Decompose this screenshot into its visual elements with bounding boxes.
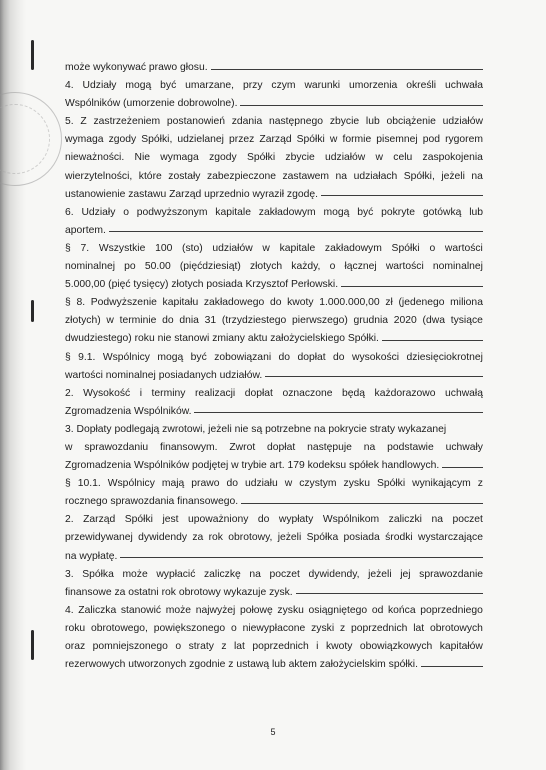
word: zakładowym — [324, 242, 382, 254]
binding-mark — [31, 630, 34, 660]
word: obowiązkowych — [359, 641, 433, 652]
word: zabezpieczone — [206, 170, 276, 182]
word: umorzenia — [349, 80, 398, 92]
word: i — [139, 387, 143, 399]
word: w — [262, 242, 270, 254]
text-line — [65, 131, 483, 149]
word: końca — [387, 604, 416, 616]
dash-filler-line — [296, 593, 483, 594]
line-text: aportem. — [65, 224, 106, 236]
word: Udziały — [81, 206, 116, 218]
word: podwyższonym — [136, 206, 208, 218]
word: 10.1. — [77, 478, 101, 490]
text-line — [65, 113, 483, 131]
text-line — [65, 439, 483, 457]
word: określi — [406, 80, 437, 92]
dash-filler-line — [341, 286, 483, 287]
word: Spółki, — [141, 134, 173, 146]
word: zastawem — [282, 170, 330, 182]
text-line — [65, 168, 483, 186]
dash-filler-line — [265, 376, 483, 377]
word: kapitałów — [439, 641, 483, 652]
word: być — [357, 206, 374, 218]
line-text: dwudziestego) roku nie stanowi zmiany aktu założycielskiego Spółki. — [65, 333, 379, 345]
text-line — [65, 584, 483, 602]
word: 9.1. — [78, 351, 96, 363]
word: Udziały — [82, 80, 117, 92]
word: jej — [400, 568, 411, 580]
word: § — [65, 242, 71, 254]
word: udzielanej — [177, 134, 224, 146]
word: zakładowego — [203, 297, 265, 309]
word: Wysokość — [83, 387, 131, 399]
word: zaliczki — [388, 514, 422, 526]
word: do — [278, 351, 291, 363]
word: o — [429, 242, 436, 254]
word: zobowiązani — [214, 351, 272, 363]
page-number: 5 — [270, 727, 276, 737]
word: czym — [271, 80, 296, 92]
word: zyski — [311, 622, 335, 634]
word: zaspokojenia — [422, 152, 483, 164]
word: Zarząd — [83, 514, 116, 526]
word: oznaczone — [282, 387, 333, 399]
word: 3. — [65, 568, 74, 580]
word: (pięćdziesiąt) — [179, 261, 241, 273]
word: wymaga — [160, 152, 199, 164]
word: 8. — [76, 297, 86, 309]
word: zaliczkę — [203, 568, 241, 580]
word: czystym — [299, 478, 337, 490]
word: osiągniętego — [308, 604, 368, 616]
word: straty — [188, 641, 214, 652]
word: Z — [80, 116, 87, 128]
word: 5. — [65, 116, 74, 128]
word: nieważności. — [65, 152, 125, 164]
word: do — [269, 297, 282, 309]
word: od — [371, 604, 384, 616]
word: następuje — [307, 441, 352, 453]
word: na — [335, 170, 348, 182]
word: Spółka — [82, 568, 114, 580]
word: dopłat — [244, 387, 273, 399]
word: podstawie — [387, 441, 434, 453]
word: poprzedniego — [420, 604, 483, 616]
word: dziesięciokrotnej — [406, 351, 483, 363]
word: kapitału — [162, 297, 199, 309]
word: zgody — [209, 152, 237, 164]
line-text: na wypłatę. — [65, 550, 118, 562]
word: nominalnej — [65, 261, 116, 273]
text-line — [65, 149, 483, 167]
word: udziałach — [353, 170, 398, 182]
word: wypłaty — [278, 514, 314, 526]
word: poczet — [452, 514, 483, 526]
word: pisemnej — [376, 134, 418, 146]
word: udziałów — [212, 242, 253, 254]
word: z — [477, 478, 483, 490]
word: najwyżej — [195, 604, 236, 616]
word: na — [363, 441, 376, 453]
text-line — [65, 566, 483, 584]
word: warunki — [304, 80, 341, 92]
word: (jedenego — [398, 297, 445, 309]
text-line — [65, 511, 483, 529]
word: obrotowych — [430, 622, 483, 634]
word: 100 — [155, 242, 173, 254]
word: Spółki — [376, 478, 406, 490]
word: pokryte — [381, 206, 416, 218]
dash-filler-line — [421, 666, 483, 667]
dash-filler-line — [109, 231, 483, 232]
word: być — [190, 351, 207, 363]
word: do — [226, 478, 238, 490]
word: przez — [229, 134, 255, 146]
word: lub — [365, 116, 380, 128]
word: zakładowym — [258, 206, 316, 218]
text-line — [65, 294, 483, 312]
word: sprawozdanie — [419, 568, 483, 580]
text-line — [65, 529, 483, 547]
word: zostały — [168, 170, 201, 182]
text-line — [65, 457, 483, 475]
word: następnego — [268, 116, 324, 128]
word: złotych) — [65, 315, 101, 327]
word: o — [175, 641, 182, 652]
word: lat — [413, 622, 425, 634]
word: 4. — [65, 80, 74, 92]
text-line — [65, 240, 483, 258]
word: pierwszego) — [292, 315, 348, 327]
text-line — [65, 258, 483, 276]
word: uchwałą — [445, 387, 483, 399]
word: w — [284, 478, 293, 490]
word: Zwrot — [229, 441, 256, 453]
word: dnia — [179, 315, 199, 327]
text-line — [65, 312, 483, 330]
word: w — [329, 134, 338, 146]
line-text: Zgromadzenia Wspólników. — [65, 405, 192, 417]
word: Podwyższenie — [90, 297, 157, 309]
text-line — [65, 330, 483, 348]
word: posiada — [343, 532, 380, 544]
word: terminie — [119, 315, 157, 327]
word: w — [106, 315, 114, 327]
word: (dwa — [422, 315, 445, 327]
word: Nie — [134, 152, 151, 164]
word: do — [257, 514, 270, 526]
word: dywidendy — [138, 532, 188, 544]
text-line — [65, 403, 483, 421]
text-line — [65, 493, 483, 511]
word: zysku — [277, 604, 304, 616]
text-line — [65, 620, 483, 638]
word: Wspólnicy — [102, 351, 150, 363]
word: mogą — [125, 80, 152, 92]
word: § — [65, 297, 71, 309]
word: mogą — [323, 206, 350, 218]
word: poprzednich — [351, 622, 408, 634]
word: terminy — [151, 387, 186, 399]
word: (sto) — [182, 242, 203, 254]
word: dopłat — [297, 351, 326, 363]
dash-filler-line — [382, 340, 483, 341]
word: rok — [208, 532, 223, 544]
word: przy — [242, 80, 263, 92]
word: mają — [161, 478, 185, 490]
word: połowę — [240, 604, 273, 616]
word: 50.00 — [144, 261, 171, 273]
word: postanowień — [166, 116, 225, 128]
word: które — [138, 170, 162, 182]
word: Spółka — [306, 532, 339, 544]
word: w — [65, 441, 73, 453]
word: poprzednich — [252, 641, 309, 652]
line-text: ustanowienie zastawu Zarząd uprzednio wyraził zgodę. — [65, 188, 318, 200]
word: § — [65, 478, 71, 490]
line-text: rezerwowych utworzonych zgodnie z ustawą lub aktem założycielskim spółki. — [65, 659, 418, 671]
word: każdy, — [291, 261, 321, 273]
word: przewidywanej — [65, 532, 133, 544]
word: zbycie — [329, 116, 360, 128]
word: prawo — [191, 478, 220, 490]
word: wystarczające — [417, 532, 483, 544]
word: zdania — [231, 116, 263, 128]
word: zysku — [343, 478, 370, 490]
word: upoważniony — [188, 514, 249, 526]
word: każdorazowo — [374, 387, 436, 399]
word: formie — [342, 134, 372, 146]
word: Wszystkie — [98, 242, 146, 254]
word: udziałów — [325, 152, 366, 164]
word: z — [221, 641, 227, 652]
line-text: 5.000,00 (pięć tysięcy) złotych posiada Krzysztof Perłowski. — [65, 279, 339, 291]
word: 2020 — [393, 315, 417, 327]
word: miliona — [450, 297, 483, 309]
word: kwoty — [325, 641, 353, 652]
dash-filler-line — [321, 195, 483, 196]
word: kwoty — [287, 297, 314, 309]
word: wynikającym — [412, 478, 471, 490]
text-line — [65, 638, 483, 656]
binding-mark — [31, 40, 34, 70]
word: jeżeli — [441, 170, 465, 182]
word: uchwały — [445, 441, 483, 453]
word: o — [329, 261, 336, 273]
text-line — [65, 367, 483, 385]
word: pomniejszonego — [92, 641, 168, 652]
word: celu — [393, 152, 413, 164]
word: 7. — [80, 242, 90, 254]
word: Spółki — [391, 242, 420, 254]
word: o — [230, 622, 237, 634]
text-line — [65, 475, 483, 493]
line-text: może wykonywać prawo głosu. — [65, 62, 208, 73]
word: może — [165, 604, 192, 616]
word: zbycie — [285, 152, 315, 164]
word: wymaga — [65, 134, 104, 146]
word: kapitale — [215, 206, 251, 218]
text-line — [65, 602, 483, 620]
word: poczet — [269, 568, 300, 580]
text-line — [65, 222, 483, 240]
word: jest — [162, 514, 179, 526]
word: zł — [385, 297, 393, 309]
word: wartości — [385, 261, 424, 273]
word: realizacji — [194, 387, 236, 399]
word: zastrzeżeniem — [93, 116, 161, 128]
text-line — [65, 421, 483, 439]
word: wysokości — [351, 351, 400, 363]
word: uchwała — [445, 80, 483, 92]
line-text: rocznego sprawozdania finansowego. — [65, 496, 239, 508]
line-text: finansowe za ostatni rok obrotowy wykazuje zysk. — [65, 586, 293, 598]
word: 4. — [65, 604, 74, 616]
word: za — [192, 532, 204, 544]
word: dywidendy, — [308, 568, 360, 580]
word: dopłat — [267, 441, 296, 453]
word: tysiące — [450, 315, 483, 327]
word: pod — [422, 134, 440, 146]
word: § — [65, 351, 71, 363]
line-text: Wspólników (umorzenie dobrowolne). — [65, 98, 238, 110]
word: udziałów — [442, 116, 483, 128]
word: roku — [65, 622, 86, 634]
word: jeżeli — [368, 568, 392, 580]
word: stanowić — [120, 604, 162, 616]
word: jeżeli — [277, 532, 302, 544]
word: niewypłacone — [242, 622, 306, 634]
word: obrotowy, — [228, 532, 273, 544]
text-line — [65, 349, 483, 367]
word: Wspólnikom — [322, 514, 380, 526]
text-line — [65, 656, 483, 674]
binding-mark — [31, 300, 34, 322]
word: 31 — [204, 315, 217, 327]
word: 2. — [65, 514, 74, 526]
word: wierzytelności, — [65, 170, 133, 182]
dash-filler-line — [241, 503, 483, 504]
word: 6. — [65, 206, 74, 218]
word: do — [162, 315, 174, 327]
word: Spółki — [246, 152, 276, 164]
word: na — [471, 170, 483, 182]
dash-filler-line — [120, 557, 483, 558]
line-text: Zgromadzenia Wspólników podjętej w trybie art. 179 kodeksu spółek handlowych. — [65, 460, 440, 472]
word: powiększonego — [153, 622, 226, 634]
text-line — [65, 77, 483, 95]
dash-filler-line — [442, 467, 483, 468]
word: (trzydziestego — [221, 315, 287, 327]
word: na — [249, 568, 261, 580]
word: Spółki, — [403, 170, 435, 182]
word: kapitale — [279, 242, 316, 254]
word: oraz — [65, 641, 86, 652]
word: z — [339, 622, 346, 634]
word: łącznej — [344, 261, 377, 273]
text-line — [65, 385, 483, 403]
word: zgody — [108, 134, 137, 146]
word: Wspólnicy — [107, 478, 155, 490]
word: do — [333, 351, 345, 363]
word: 1.000.000,00 — [319, 297, 380, 309]
word: po — [124, 261, 136, 273]
word: nominalnej — [432, 261, 483, 273]
word: być — [160, 80, 177, 92]
line-text: wartości nominalnej posiadanych udziałów. — [65, 369, 263, 381]
word: sprawozdaniu — [84, 441, 149, 453]
document-body-text — [65, 59, 483, 674]
word: 2. — [65, 387, 74, 399]
dash-filler-line — [240, 105, 483, 106]
text-line — [65, 186, 483, 204]
word: Zaliczka — [78, 604, 117, 616]
dash-filler-line — [211, 69, 483, 70]
word: o — [123, 206, 129, 218]
word: Spółki — [124, 514, 153, 526]
word: grudnia — [353, 315, 389, 327]
word: udziału — [244, 478, 278, 490]
dash-filler-line — [194, 412, 483, 413]
word: wartości — [444, 242, 483, 254]
word: Spółki — [296, 134, 325, 146]
word: gotówką — [422, 206, 462, 218]
text-line — [65, 59, 483, 77]
word: na — [431, 514, 443, 526]
word: będą — [342, 387, 366, 399]
word: finansowym. — [160, 441, 218, 453]
word: wypłacić — [156, 568, 196, 580]
word: lub — [469, 206, 483, 218]
text-line — [65, 276, 483, 294]
text-line — [65, 204, 483, 222]
word: może — [122, 568, 148, 580]
word: obciążenie — [386, 116, 436, 128]
word: w — [375, 152, 384, 164]
line-text: 3. Dopłaty podlegają zwrotowi, jeżeli nie są potrzebne na pokrycie straty wykazanej — [65, 423, 447, 435]
word: złotych — [249, 261, 283, 273]
word: rygorem — [445, 134, 483, 146]
word: mogą — [157, 351, 184, 363]
word: środki — [385, 532, 413, 544]
word: umarzane, — [185, 80, 235, 92]
word: lat — [233, 641, 245, 652]
text-line — [65, 95, 483, 113]
word: Zarząd — [259, 134, 292, 146]
word: obrotowego, — [90, 622, 148, 634]
text-line — [65, 548, 483, 566]
word: i — [316, 641, 319, 652]
